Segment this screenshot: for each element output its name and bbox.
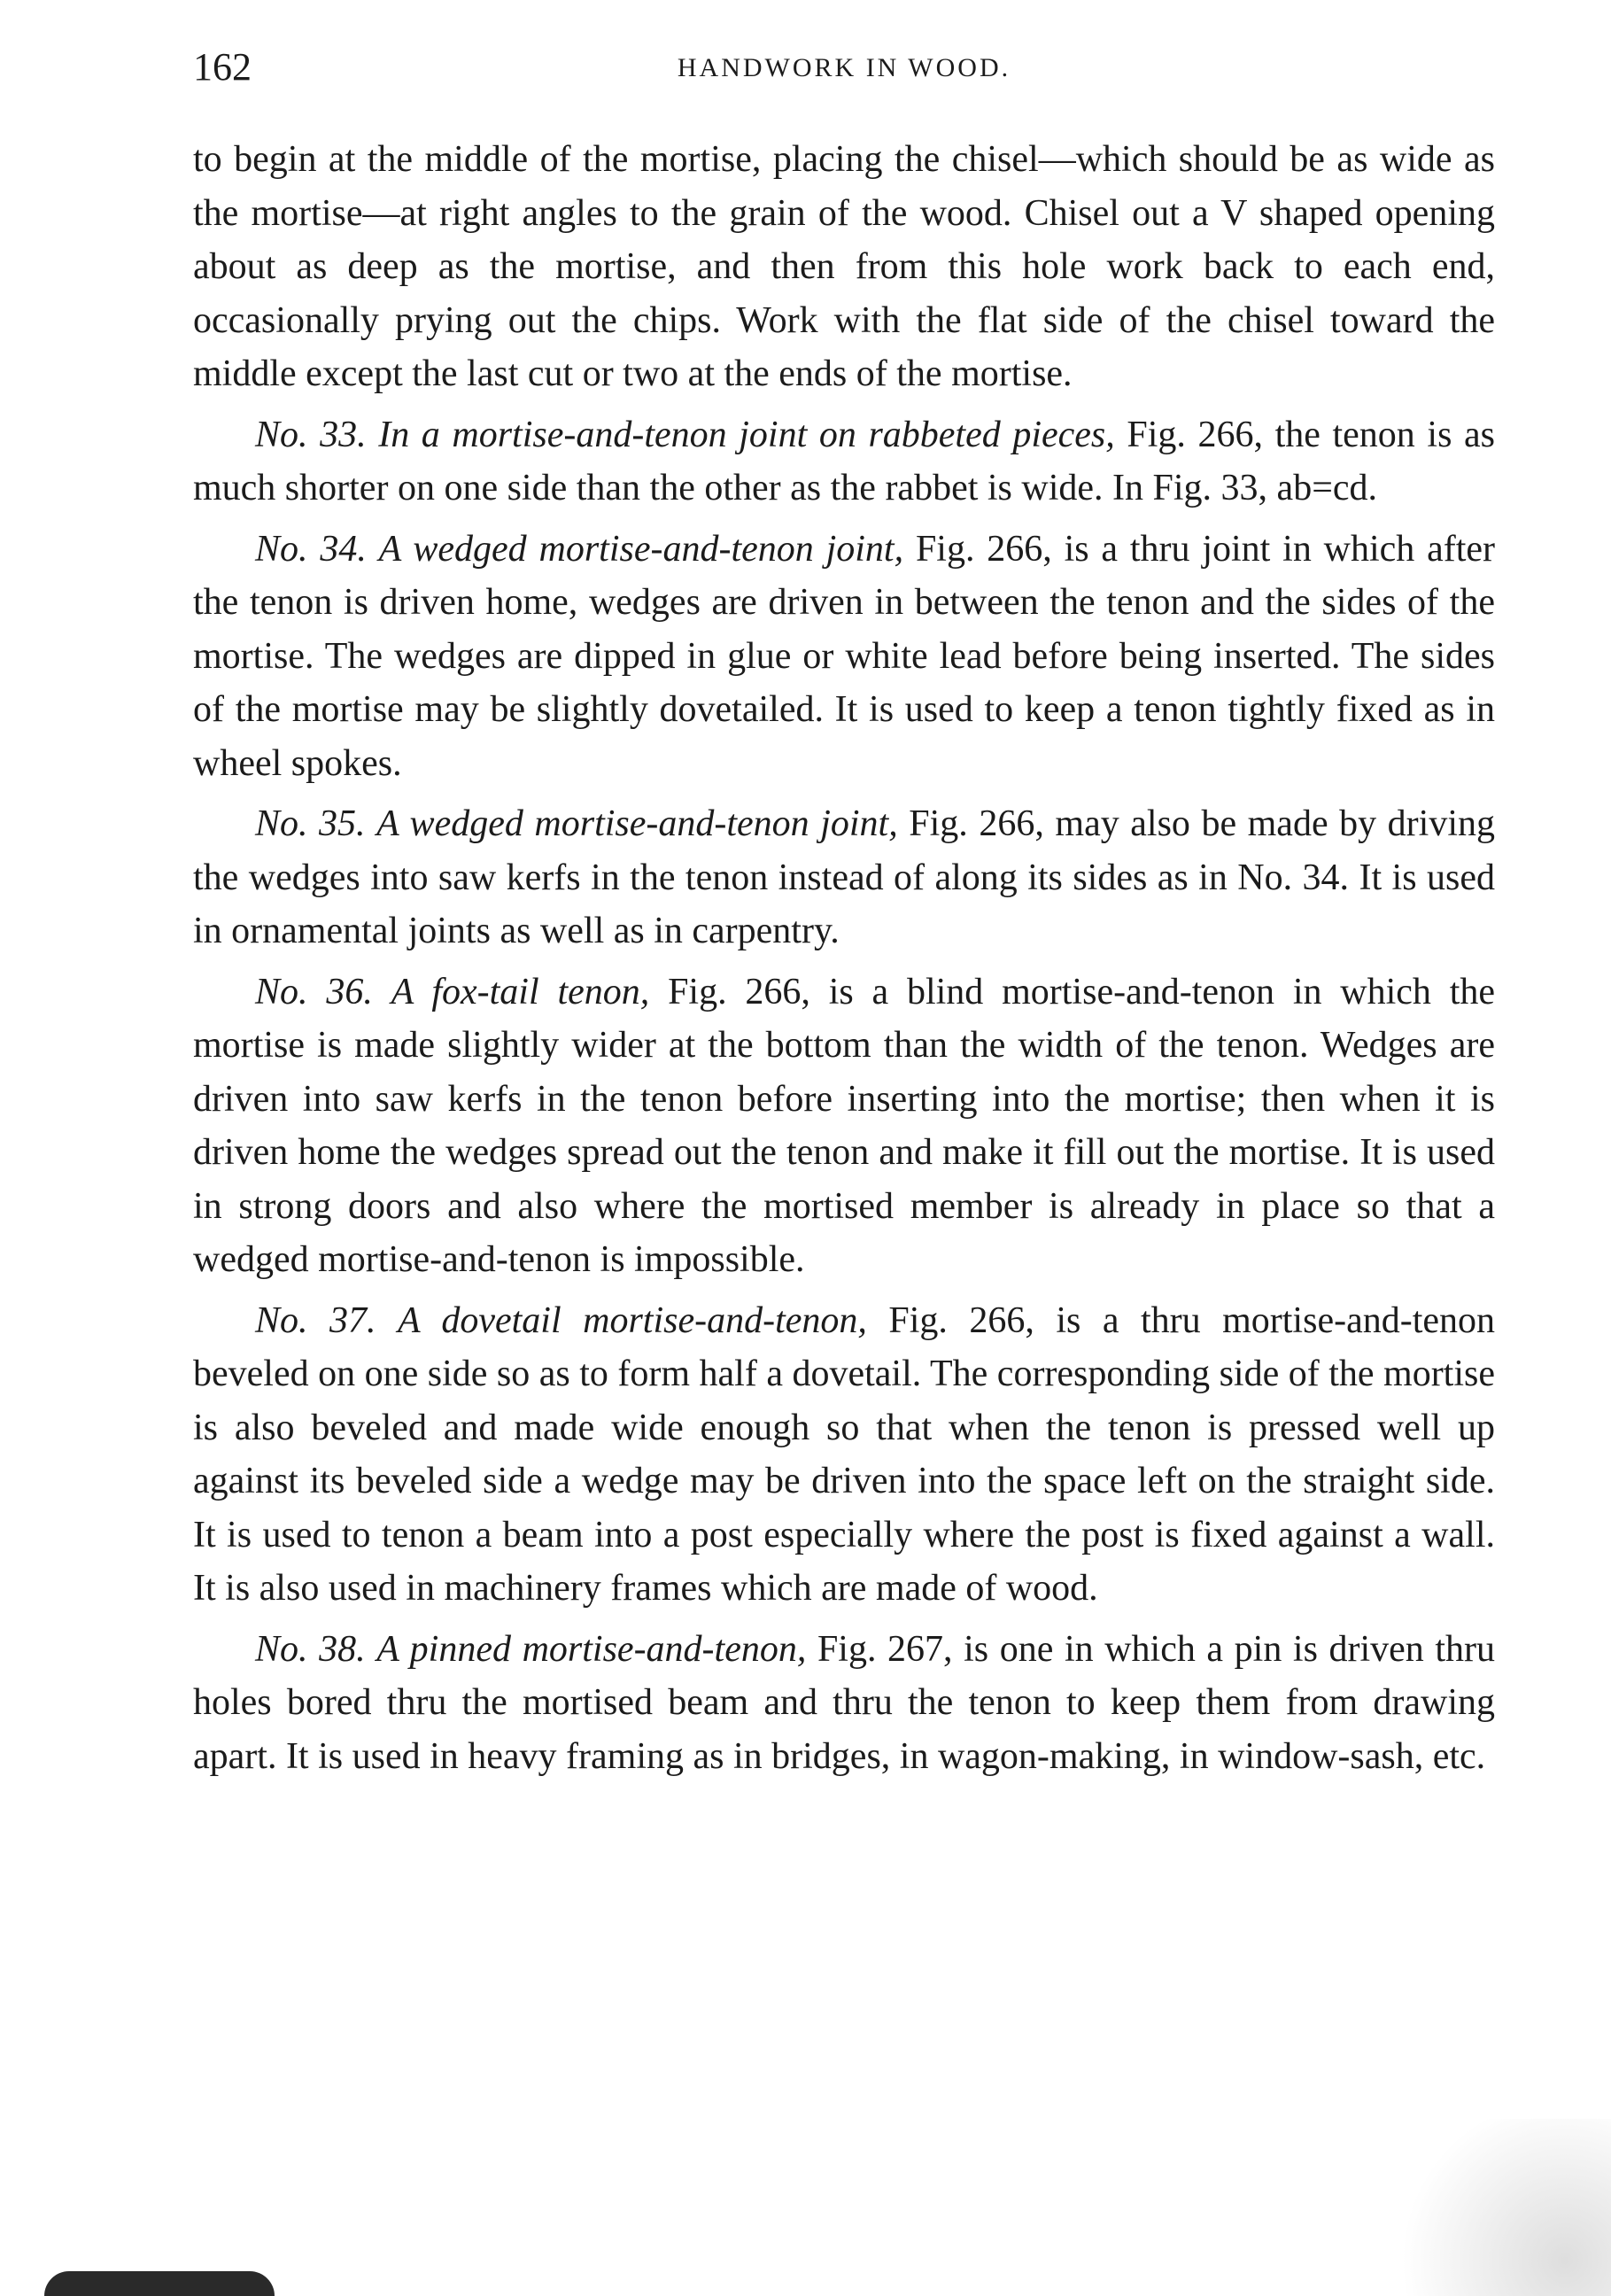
paragraph-text: Fig. 267, is one in which a pin is driven thru holes bored thru the mortised beam and thru the tenon to keep them from drawing apart. It is used in heavy framing as in bridges, in wagon-making, in window-sash, etc.: [193, 1628, 1496, 1777]
paragraph-label: No. 34.: [255, 528, 367, 570]
paragraph-no-38: [193, 1623, 1495, 1784]
paragraph-no-37: [193, 1294, 1495, 1616]
scan-smudge: [44, 2271, 275, 2296]
paragraph-text: Fig. 266, is a blind mortise-and-tenon in which the mortise is made slightly wider at the bottom than the width of the tenon. Wedges are driven into saw kerfs in the tenon before inserting into the mortise; then when it is driven home the wedges spread out the tenon and make it fill out the mortise. It is used in strong doors and also where the mortised member is already in place so that a wedged mortise-and-tenon is impossible.: [193, 971, 1496, 1280]
paragraph-no-34: [193, 523, 1495, 791]
paragraph-no-35: [193, 797, 1495, 958]
paragraph-term: A wedged mortise-and-tenon joint,: [376, 803, 898, 844]
paragraph-term: In a mortise-and-tenon joint on rabbeted pieces,: [378, 414, 1115, 455]
paragraph-label: No. 33.: [255, 414, 367, 455]
paragraph-label: No. 36.: [255, 971, 373, 1012]
paragraph-text: Fig. 266, may also be made by driving the wedges into saw kerfs in the tenon instead of along its sides as in No. 34. It is used in ornamental joints as well as in carpentry.: [193, 803, 1496, 951]
paragraph-term: A fox-tail tenon,: [391, 971, 650, 1012]
paragraph-no-36: [193, 966, 1495, 1287]
paragraph-term: A wedged mortise-and-tenon joint,: [378, 528, 904, 570]
paragraph-text: Fig. 266, the tenon is as much shorter on one side than the other as the rabbet is wide. In Fig. 33, ab=cd.: [193, 414, 1495, 508]
page-header: [193, 44, 1495, 97]
paragraph-label: No. 38.: [255, 1628, 366, 1670]
running-title: HANDWORK IN WOOD.: [677, 53, 1011, 82]
body-text: [193, 133, 1495, 1790]
paragraph-text: Fig. 266, is a thru joint in which after the tenon is driven home, wedges are driven in between the tenon and the sides of the mortise. The wedges are dipped in glue or white lead before being inserted. The sides of the mortise may be slightly dovetailed. It is used to keep a tenon tightly fixed as in wheel spokes.: [193, 528, 1496, 784]
paragraph-label: No. 35.: [255, 803, 366, 844]
paragraph-term: A dovetail mortise-and-tenon,: [397, 1299, 867, 1341]
paragraph-text: Fig. 266, is a thru mortise-and-tenon beveled on one side so as to form half a dovetail. The corresponding side of the mortise is also beveled and made wide enough so that when the tenon is pressed well up against its beveled side a wedge may be driven into the space left on the straight side. It is used to tenon a beam into a post especially where the post is fixed against a wall. It is also used in machinery frames which are made of wood.: [193, 1299, 1496, 1609]
paragraph-no-33: [193, 408, 1495, 516]
page-number: 162: [193, 45, 252, 89]
scan-speckle: [1381, 2119, 1611, 2296]
paragraph-continuation: [193, 133, 1495, 401]
paragraph-text: to begin at the middle of the mortise, placing the chisel—which should be as wide as the mortise—at right angles to the grain of the wood. Chisel out a V shaped opening about as deep as the mortise, and then from this hole work back to each end, occasionally prying out the chips. Work with the flat side of the chisel toward the middle except the last cut or two at the ends of the mortise.: [193, 139, 1495, 394]
paragraph-label: No. 37.: [255, 1299, 376, 1341]
paragraph-term: A pinned mortise-and-tenon,: [376, 1628, 807, 1670]
